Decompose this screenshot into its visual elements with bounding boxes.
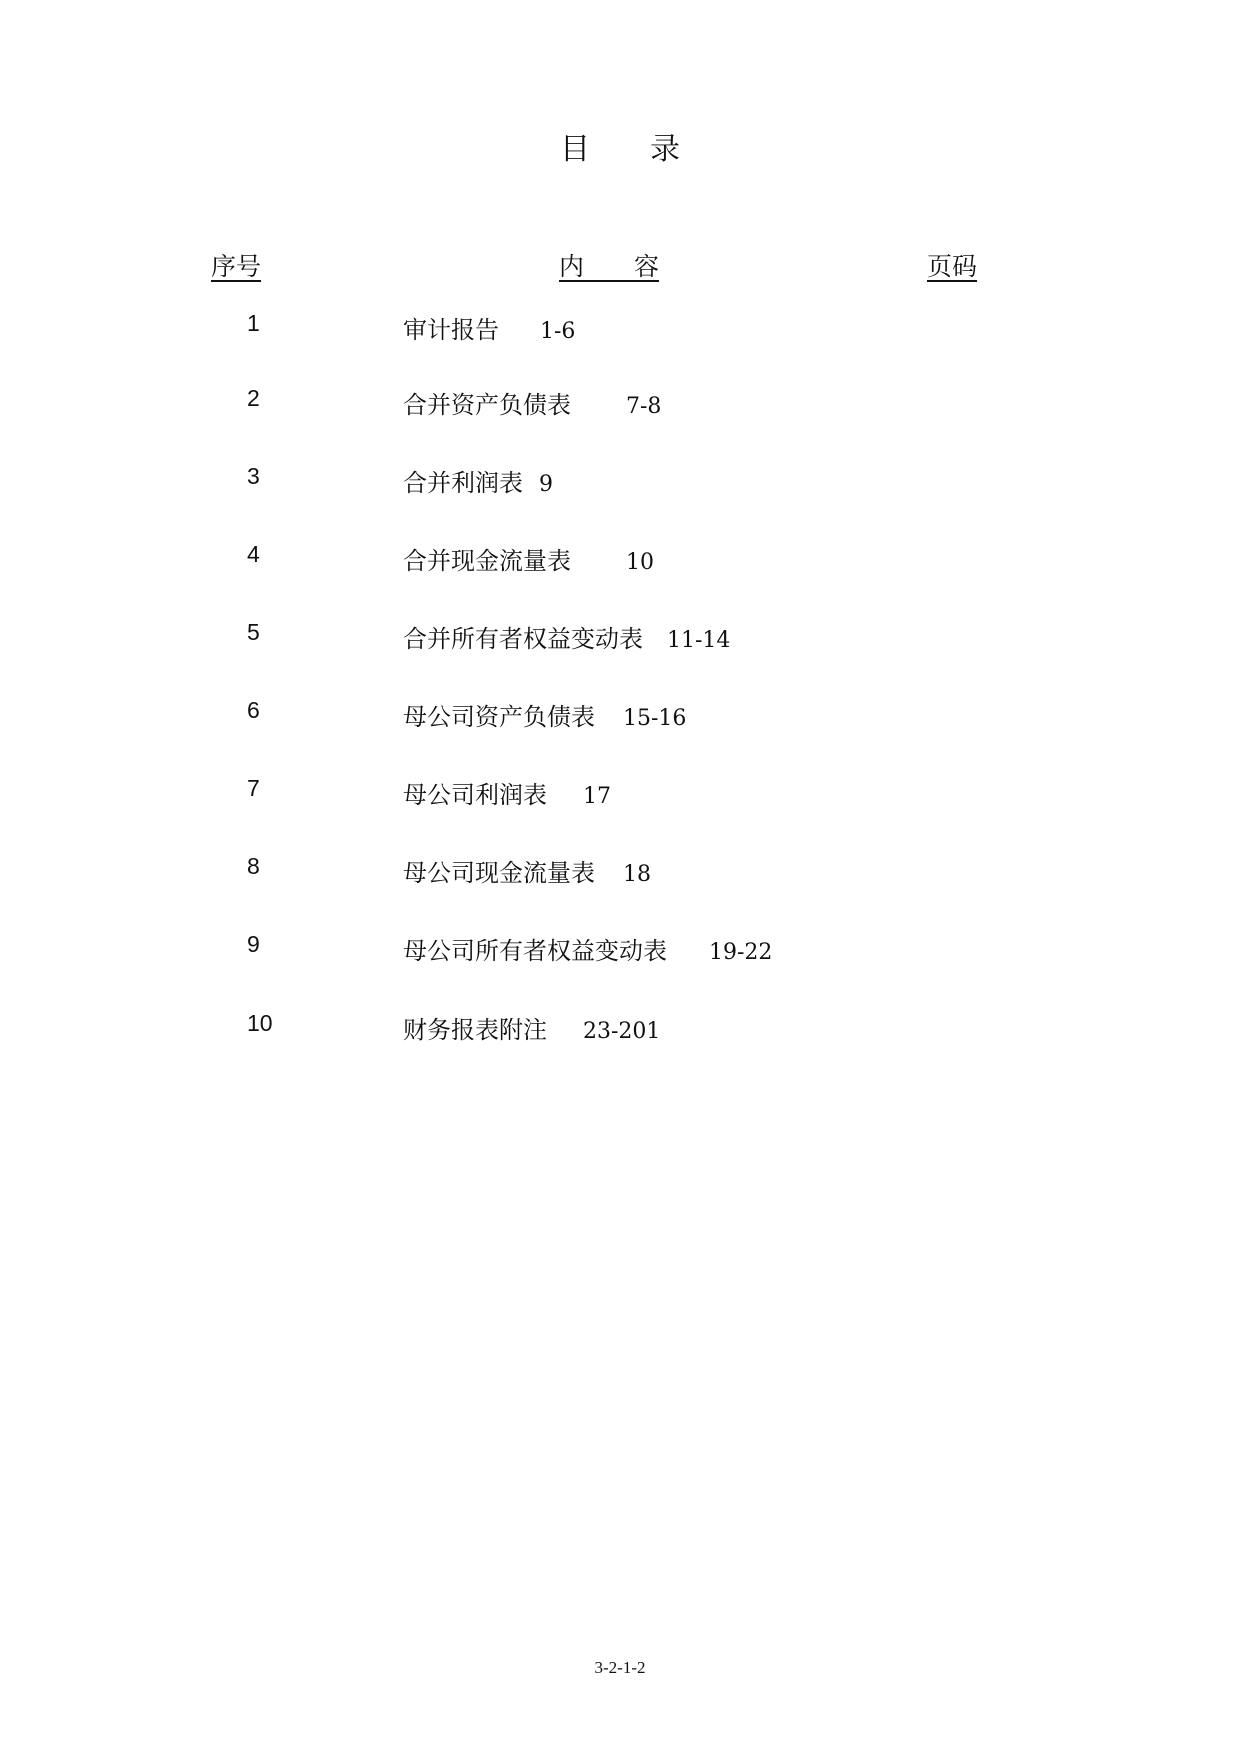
toc-row xyxy=(0,931,1240,971)
toc-row xyxy=(0,541,1240,581)
toc-row xyxy=(0,1010,1240,1050)
page-number: 3-2-1-2 xyxy=(594,1658,646,1677)
toc-entry xyxy=(403,853,651,888)
page-title: 目 录 xyxy=(560,132,680,167)
toc-seq: 2 xyxy=(247,385,260,411)
toc-pages: 10 xyxy=(626,550,654,575)
toc-pages: 19-22 xyxy=(709,940,773,965)
toc-seq: 5 xyxy=(247,619,260,645)
toc-pages: 9 xyxy=(539,472,553,497)
toc-title: 母公司所有者权益变动表 xyxy=(403,937,667,965)
toc-entry xyxy=(403,1010,660,1045)
toc-entry xyxy=(403,385,661,420)
toc-seq: 7 xyxy=(247,775,260,801)
toc-pages: 23-201 xyxy=(583,1019,661,1044)
toc-seq: 8 xyxy=(247,853,260,879)
toc-seq: 9 xyxy=(247,931,260,957)
toc-pages: 7-8 xyxy=(626,394,662,419)
toc-pages: 15-16 xyxy=(623,706,687,731)
toc-pages: 18 xyxy=(623,862,651,887)
toc-row xyxy=(0,775,1240,815)
toc-entry xyxy=(403,931,772,966)
toc-title: 合并利润表 xyxy=(403,469,523,497)
toc-pages: 17 xyxy=(583,784,611,809)
toc-entry xyxy=(403,541,654,576)
toc-entry xyxy=(403,697,686,732)
toc-row xyxy=(0,385,1240,425)
toc-seq: 3 xyxy=(247,463,260,489)
toc-row xyxy=(0,853,1240,893)
toc-seq: 4 xyxy=(247,541,260,567)
toc-entry xyxy=(403,775,611,810)
toc-pages: 11-14 xyxy=(667,628,731,653)
toc-title: 合并所有者权益变动表 xyxy=(403,625,643,653)
toc-title: 审计报告 xyxy=(403,316,499,344)
toc-title: 合并资产负债表 xyxy=(403,391,571,419)
toc-title: 母公司利润表 xyxy=(403,781,547,809)
toc-seq: 10 xyxy=(247,1010,273,1036)
toc-title: 母公司现金流量表 xyxy=(403,859,595,887)
toc-entry xyxy=(403,619,730,654)
column-header-seq: 序号 xyxy=(211,252,262,281)
toc-title: 合并现金流量表 xyxy=(403,547,571,575)
toc-row xyxy=(0,697,1240,737)
toc-pages: 1-6 xyxy=(540,319,576,344)
toc-seq: 1 xyxy=(247,310,260,336)
column-header-page: 页码 xyxy=(927,252,978,281)
toc-title: 母公司资产负债表 xyxy=(403,703,595,731)
toc-entry xyxy=(403,463,553,498)
toc-title: 财务报表附注 xyxy=(403,1016,547,1044)
column-header-content: 内 容 xyxy=(559,252,660,281)
toc-seq: 6 xyxy=(247,697,260,723)
toc-row xyxy=(0,310,1240,350)
toc-entry xyxy=(403,310,575,345)
toc-row xyxy=(0,463,1240,503)
toc-row xyxy=(0,619,1240,659)
